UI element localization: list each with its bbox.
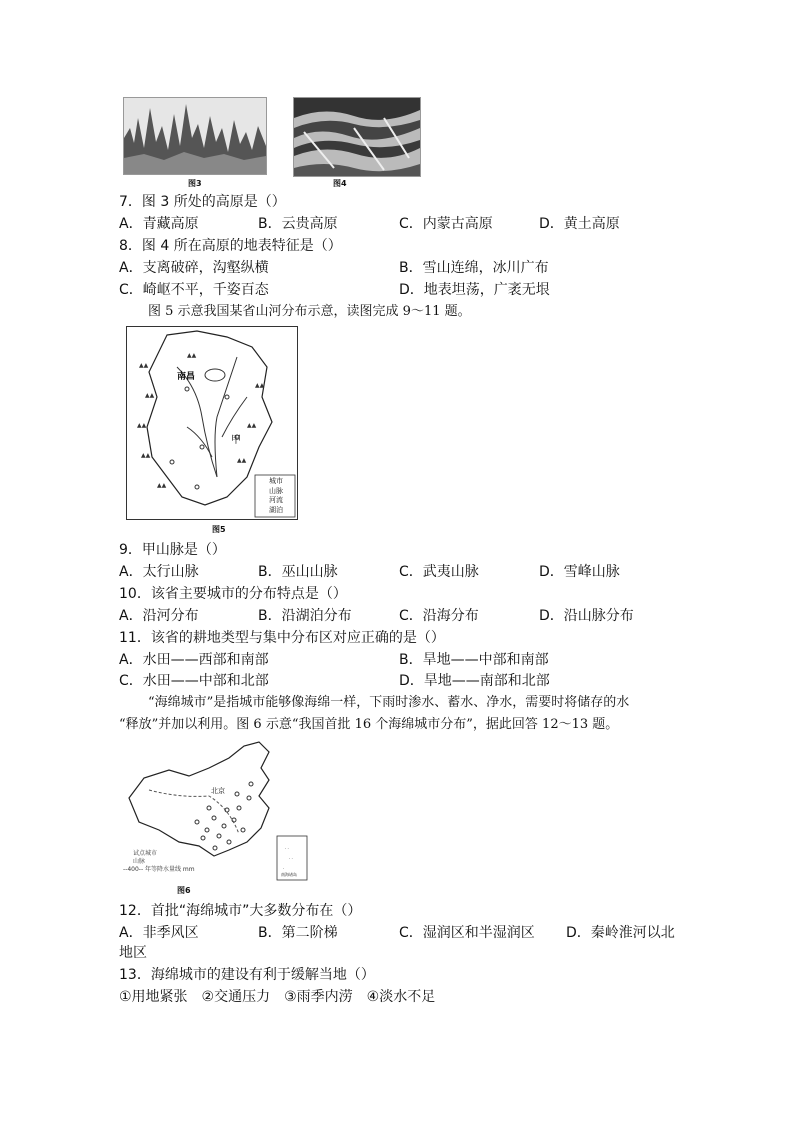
question-7-option-c[interactable]: C．内蒙古高原: [399, 216, 493, 232]
question-10-stem: 10．该省主要城市的分布特点是（）: [119, 586, 347, 602]
figure-3-photo: [123, 97, 267, 175]
svg-text:▲▲: ▲▲: [141, 452, 151, 459]
question-10-option-a[interactable]: A．沿河分布: [119, 608, 199, 624]
figure-6-map: [119, 738, 311, 882]
question-7-option-a[interactable]: A．青藏高原: [119, 216, 199, 232]
question-11-option-c[interactable]: C．水田——中部和北部: [119, 673, 269, 689]
question-12-option-b[interactable]: B．第二阶梯: [258, 925, 338, 941]
figure-6-caption: 图6: [177, 886, 191, 895]
map6-inset-label: 南海诸岛: [281, 872, 297, 877]
svg-text:· ·: · ·: [285, 846, 289, 851]
loess-plateau-image: [294, 98, 420, 176]
map5-legend: [259, 477, 283, 515]
question-11-option-a[interactable]: A．水田——西部和南部: [119, 652, 269, 668]
figure-5-map: [126, 326, 298, 520]
intro-questions-12-13-line1: “海绵城市”是指城市能够像海绵一样，下雨时渗水、蓄水、净水，需要时将储存的水: [148, 695, 630, 710]
svg-text:▲▲: ▲▲: [237, 457, 247, 464]
legend-city: 城市: [269, 477, 283, 485]
legend-lake: 湖泊: [269, 505, 283, 514]
question-12-option-c[interactable]: C．湿润区和半湿润区: [399, 925, 535, 941]
stone-forest-image: [124, 98, 266, 174]
legend-mountain: 山脉: [269, 486, 283, 495]
lake-shape: [205, 369, 225, 381]
svg-text:▲▲: ▲▲: [139, 362, 149, 369]
question-12-option-d-continuation: 地区: [119, 945, 147, 961]
question-8-option-c[interactable]: C．崎岖不平，千姿百态: [119, 282, 269, 298]
question-7-option-d[interactable]: D．黄土高原: [539, 216, 620, 232]
question-9-stem: 9．甲山脉是（）: [119, 542, 226, 558]
figure-4-caption: 图4: [333, 179, 347, 188]
question-7-option-b[interactable]: B．云贵高原: [258, 216, 338, 232]
question-13-options[interactable]: ①用地紧张 ②交通压力 ③雨季内涝 ④淡水不足: [119, 989, 436, 1005]
figure-3-caption: 图3: [188, 179, 202, 188]
intro-questions-12-13-line2: “释放”并加以利用。图 6 示意“我国首批 16 个海绵城市分布”，据此回答 12～13 题。: [119, 717, 619, 732]
question-8-option-d[interactable]: D．地表坦荡，广袤无垠: [399, 282, 550, 298]
question-11-option-d[interactable]: D．旱地——南部和北部: [399, 673, 550, 689]
question-8-option-a[interactable]: A．支离破碎，沟壑纵横: [119, 260, 269, 276]
map5-mountain-label: 甲: [231, 435, 241, 446]
question-12-stem: 12．首批“海绵城市”大多数分布在（）: [119, 903, 362, 919]
figure-4-photo: [293, 97, 421, 177]
question-12-option-a[interactable]: A．非季风区: [119, 925, 199, 941]
svg-text:▲▲: ▲▲: [255, 382, 265, 389]
svg-text:▲▲: ▲▲: [137, 422, 147, 429]
question-9-option-d[interactable]: D．雪峰山脉: [539, 564, 620, 580]
city-dots: [170, 387, 239, 489]
legend-isohyet: --400-- 年等降水量线 mm: [123, 866, 195, 873]
svg-text:▲▲: ▲▲: [157, 482, 167, 489]
question-10-option-c[interactable]: C．沿海分布: [399, 608, 479, 624]
svg-text:· ·: · ·: [289, 856, 293, 861]
legend-river: 河流: [269, 496, 283, 504]
question-8-option-b[interactable]: B．雪山连绵，冰川广布: [399, 260, 549, 276]
question-8-stem: 8．图 4 所在高原的地表特征是（）: [119, 238, 342, 254]
legend-pilot-city: 试点城市: [133, 850, 158, 857]
question-13-stem: 13．海绵城市的建设有利于缓解当地（）: [119, 967, 375, 983]
intro-questions-9-11: 图 5 示意我国某省山河分布示意，读图完成 9～11 题。: [148, 304, 471, 319]
svg-text:▲▲: ▲▲: [145, 392, 155, 399]
svg-text:▲▲: ▲▲: [187, 352, 197, 359]
question-9-option-a[interactable]: A．太行山脉: [119, 564, 199, 580]
svg-text:·: ·: [283, 866, 285, 871]
figure-5-caption: 图5: [212, 525, 226, 534]
svg-text:▲▲: ▲▲: [247, 422, 257, 429]
mountain-symbols: [137, 352, 265, 489]
question-11-stem: 11．该省的耕地类型与集中分布区对应正确的是（）: [119, 630, 445, 646]
map6-city-label: 北京: [211, 787, 225, 795]
question-7-stem: 7．图 3 所处的高原是（）: [119, 194, 286, 210]
map5-city-label: 南昌: [177, 372, 196, 382]
question-10-option-b[interactable]: B．沿湖泊分布: [258, 608, 352, 624]
question-11-option-b[interactable]: B．旱地——中部和南部: [399, 652, 549, 668]
question-12-option-d[interactable]: D．秦岭淮河以北: [566, 925, 675, 941]
map6-legend: [123, 850, 195, 874]
question-9-option-b[interactable]: B．巫山山脉: [258, 564, 338, 580]
question-10-option-d[interactable]: D．沿山脉分布: [539, 608, 634, 624]
question-9-option-c[interactable]: C．武夷山脉: [399, 564, 479, 580]
legend-mountain: 山脉: [133, 858, 146, 865]
